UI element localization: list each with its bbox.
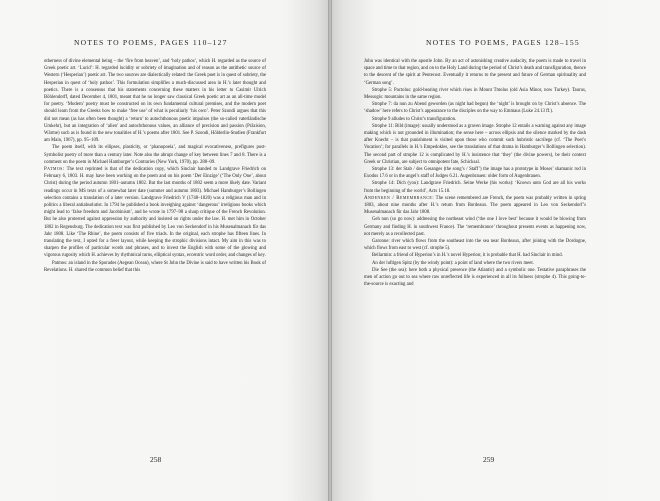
right-page	[330, 0, 660, 501]
page-number: 259	[483, 455, 495, 464]
paragraph: Strophe 9 alludes to Christ’s transfiguration.	[372, 116, 457, 122]
paragraph: John was identical with the apostle John. By an act of astonishing creative audacity, the poem is made to travel in space and time to that region, and on to the Holy Land during the period of Christ’s death and transfiguration, thence to the descent of the spirit at Pentecost. Eventually it returns to the present and future of German spirituality and ‘German song’.	[364, 59, 586, 86]
entry-text: The text reprinted is that of the dedication copy, which Sinclair handed to Landgrave Friedrich on February 6, 1803. H. may have been working on the poem and on his poem ‘Der Einzige’ (‘The Only One’, about Christ) during the period autumn 1801–autumn 1802. But the last months of 1802 seem a more likely date. Variant readings occur in MS texts of a somewhat later date (summer and autumn 1803). Michael Hamburger’s Bollingen selection contains a translation of a later version. Landgrave Friedrich V (1748–1820) was a religious man and in politics a liberal antiabsolutist. In 1794 he published a book inveighing against ‘dangerous’ irreligious books which might lead to ‘false freedom and Jacobinism’, and he wrote in 1797–98 a sharp critique of the French Revolution. But he also protested against oppression by authority and insisted on rights under the law. H. met him in October 1802 in Regensburg. The dedication text was first published by Leo von Seckendorf in his Musenalmanach für das Jahr 1808. Like ‘The Rhine’, the poem consists of five triads. In the original, each strophe has fifteen lines. In translating the text, I opted for a freer layout, while keeping the strophic divisions intact. My aim in this was to sharpen the profiles of particular words and phrases, and to invest the English with some of the glowing and vigorous rugosity which H. achieves by rhythmical turns, elliptical syntax, eccentric word order, and changes of key.	[44, 167, 266, 259]
paragraph: Strophe 11: Bild (image): usually understood as a graven image. Strophe 12 entails a warning against any image making which is not grounded in illumination; the sense here – across ellipsis and the silence marked by the dash after Knecht – is that punishment is visited upon those who commit such hubristic sacrilege (cf. ‘The Poet’s Vocation’; for parallels in H.’s Empedokles, see the translations of that drama in Hamburger’s Bollingen selection). The second part of strophe 12 is complicated by H.’s insistence that ‘they’ (the divine powers), be their context Greek or Christian, are subject to omnipotent fate, Schicksal.	[364, 123, 586, 165]
book-gutter	[328, 0, 332, 501]
running-header: NOTES TO POEMS, PAGES 110–127	[74, 38, 228, 47]
entry-label: Andenken / Remembrance:	[364, 195, 435, 201]
paragraph: Strophe 14: Dich (you): Landgrave Friedrich. Seine Werke (his works): ‘Known unto God are all his works from the beginning of the world’, Acts 15.18.	[364, 181, 586, 194]
page-body	[44, 58, 266, 274]
paragraph: Strophe 7: da nun zu Abend geworden (as night had begun) the ‘night’ is brought on by Christ’s absence. The ‘shadow’ here refers to Christ’s appearance to the disciples on the way to Emmaus (Luke 24.13 ff.).	[364, 102, 586, 115]
paragraph: Geh nun (so go now): addressing the northeast wind (‘the one I love best’ because it would be blowing from Germany and finding H. in southwest France). The ‘remembrance’ throughout presents events as happening now, not merely as a recollected past.	[364, 217, 586, 237]
paragraph: Strophe 13: der Stab / des Gesanges (the song’s / Staff’) the image has a prototype in Moses’ shamanic rod in Exodus 17.6 or in the angel’s staff of Judges 6.21. Augenbrauen: older form of Augenbrauen.	[364, 167, 586, 180]
page-number: 258	[150, 455, 162, 464]
entry-label: Patmos:	[44, 167, 65, 173]
paragraph: An der luftigen Spitz (by the windy point): a point of land where the two rivers meet.	[372, 260, 534, 266]
paragraph: The poem itself, with its ellipses, plasticity, or ‘phanopoeia’, and magical evocativeness, prefigures post-Symbolist poetry of more than a century later. Note also the abrupt change of key between lines 7 and 8. There is a comment on the poem in Michael Hamburger’s Contraries (New York, 1970), pp. 288–09.	[44, 145, 266, 165]
page-body	[364, 58, 586, 289]
paragraph: Die See (the sea): here both a physical presence (the Atlantic) and a symbolic one. Testative paraphrases the men of action go out to sea where raw unreflected life is experienced in all its fullness (strophe 4). This going-to-the-source is exacting and	[364, 267, 586, 288]
paragraph: otherness of divine elemental being – the ‘fire from heaven’, and ‘holy pathos’, which H. regarded as the source of Greek poetic art. ‘Lucid’: H. regarded lucidity or sobriety of imagination and of reason as the antithetic source of Western (‘Hesperian’) poetic art. The two sources are dialectically related: the Greek poet is in quest of sobriety, the Hesperian in quest of ‘holy pathos’. This formulation simplifies a much-discussed area in H.’s later thought and poetics. There is a consensus that his statements concerning these matters in his letter to Casimir Ulrich Böhlendorff, dated December 4, 1801, meant that he no longer saw classical Greek poetic art as an all-time model for poetry. ‘Modern’ poetry must be constructed on its own fundamental cultural premises, and the modern poet should learn from the Greeks how to make ‘free use’ of what is peculiarly ‘his own’. Peter Szondi argues that this did not mean (as has often been thought) a ‘return’ to autochthonous poetic impulses (the so-called vaterländische Umkehr), but an integration of ‘alien’ and autochthonous values, an alliance of precision and passion (Präzision, Wärme) such as is found in the new tonalities of H.’s poems after 1801. See P. Szondi, Hölderlin-Studien (Frankfurt am Main, 1967), pp. 95–109.	[44, 59, 266, 144]
entry-text: The scene remembered are French, the poem was probably written in spring 1803, about nine months after H.’s return from Bordeaux. The poem appeared in Leo von Seckendorf’s Musenalmanach für das Jahr 1808.	[364, 195, 587, 216]
paragraph: Strophe 5: Pactolus: gold-bearing river which rises in Mount Tmolus (old Asia Minor, now Turkey). Taurus, Messogis: mountains in the same region.	[364, 87, 586, 101]
paragraph: Patmos: an island in the Sporades (Aegean Ocean), where St John the Divine is said to have written his Book of Revelations. H. shared the common belief that this	[44, 260, 266, 273]
note-entry	[364, 195, 586, 217]
note-entry	[44, 166, 266, 260]
paragraph: Bellarmin: a friend of Hyperion’s in H.’s novel Hyperion; it is probable that H. had Sinclair in mind.	[372, 253, 563, 259]
running-header: NOTES TO POEMS, PAGES 128–155	[426, 38, 580, 47]
paragraph: Garonne: river which flows from the southeast into the sea near Bordeaux, after joining with the Dordogne, which flows from east to west (cf. strophe 5).	[364, 239, 586, 252]
